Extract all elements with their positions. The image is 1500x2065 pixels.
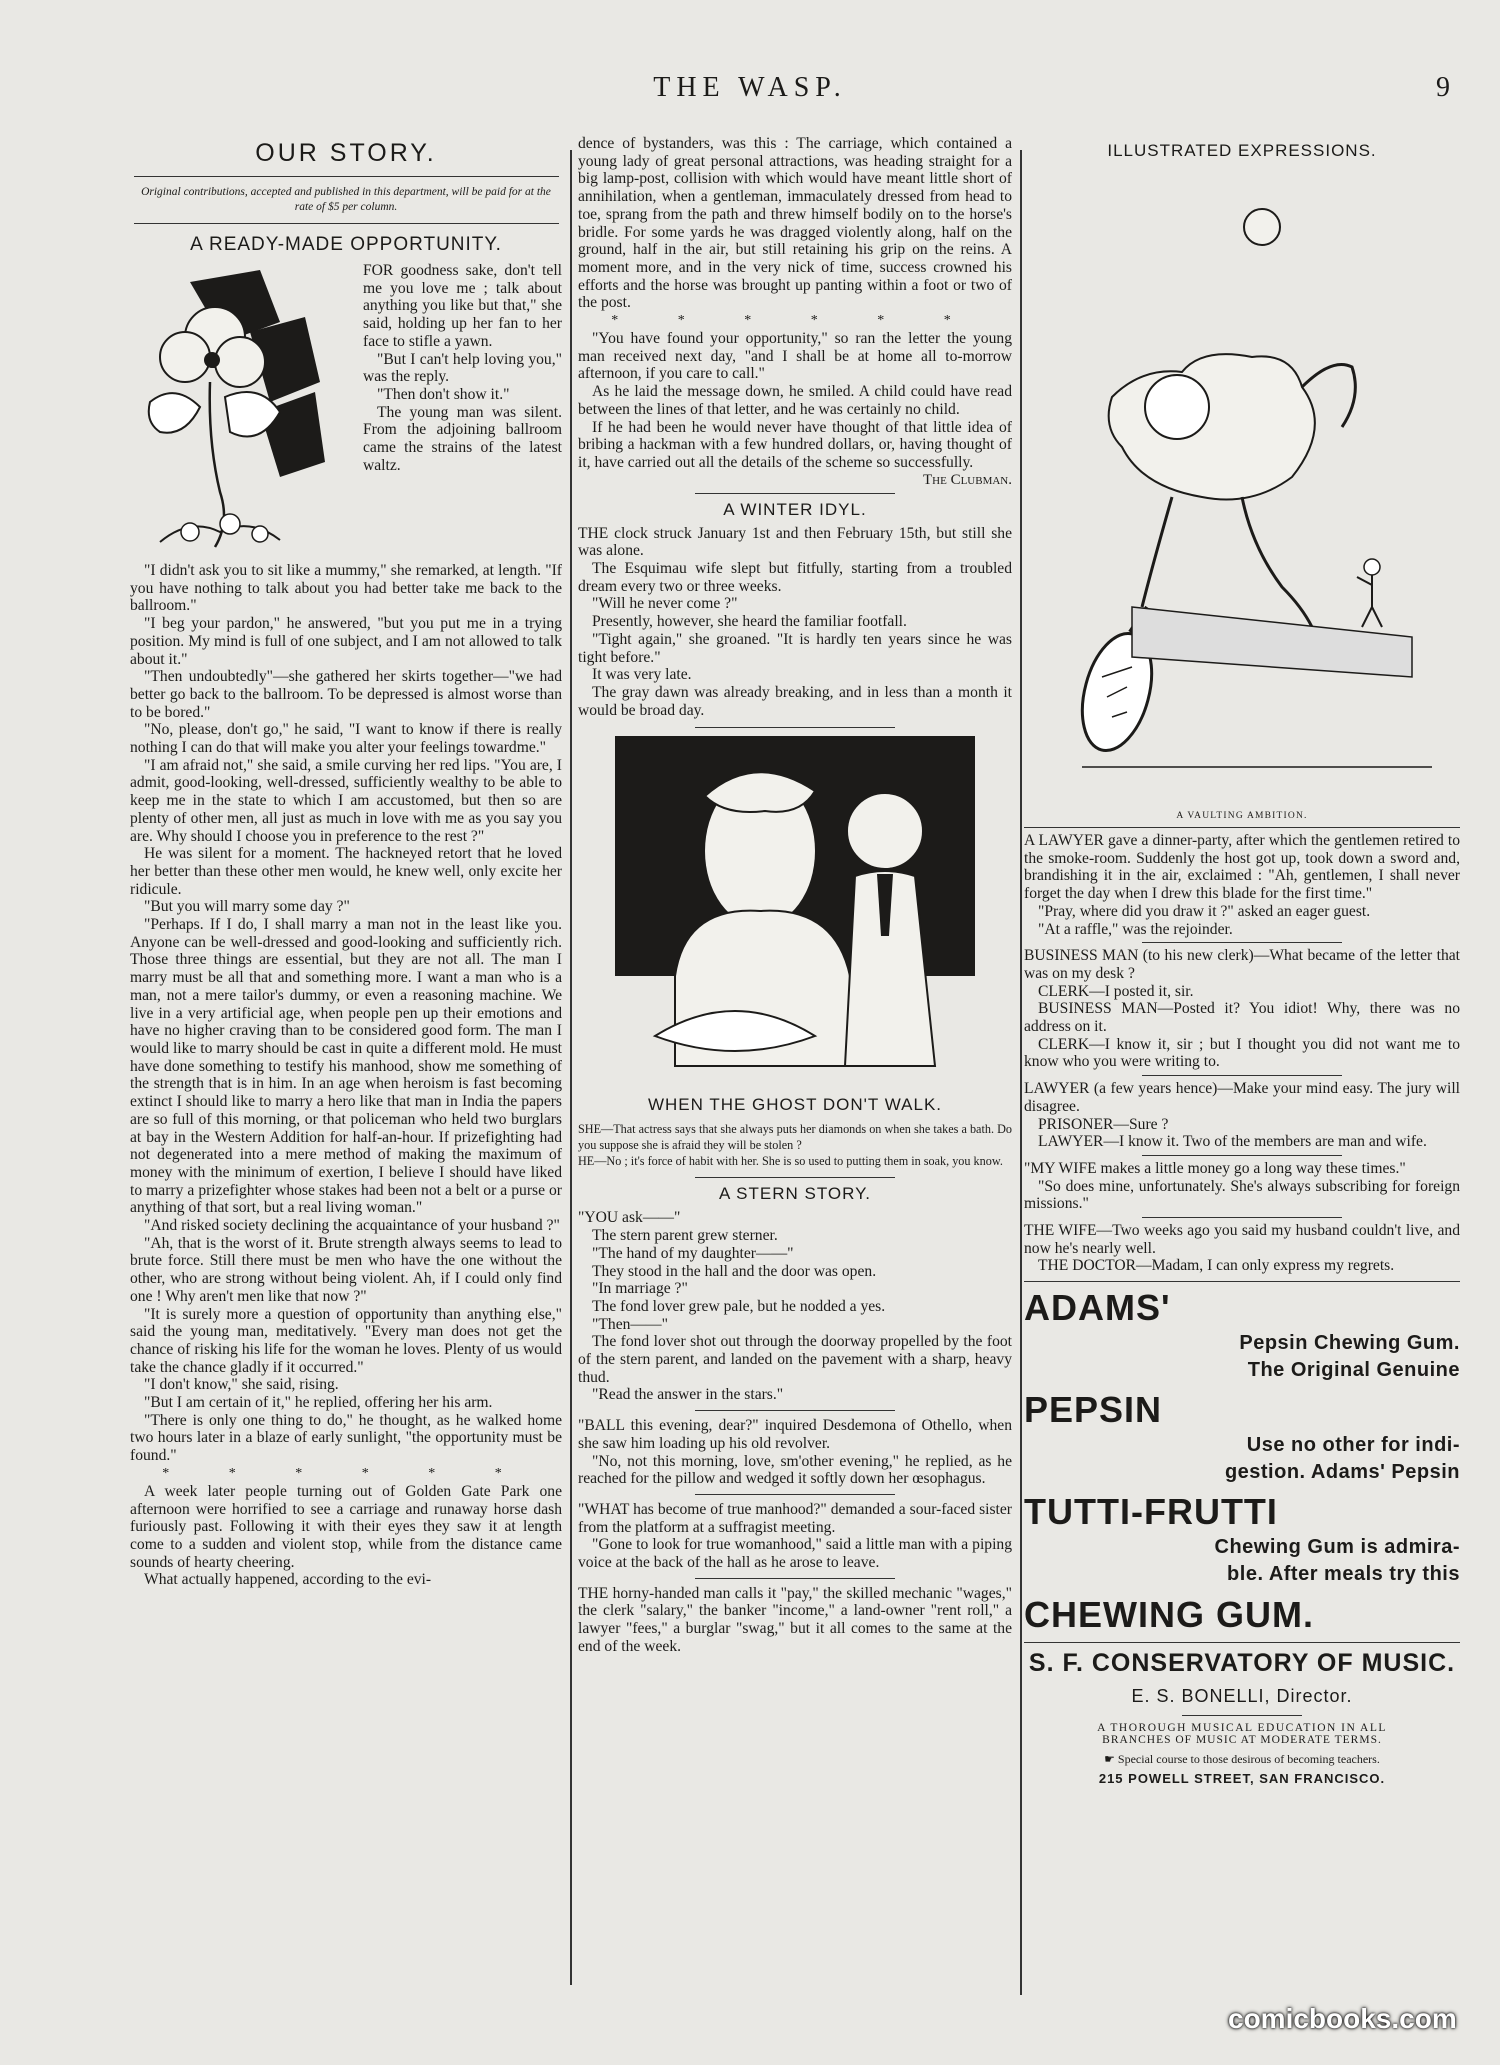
ad-tutti-frutti: TUTTI-FRUTTI xyxy=(1024,1491,1278,1533)
story-title: A READY-MADE OPPORTUNITY. xyxy=(190,234,502,255)
divider xyxy=(134,223,559,224)
business-paragraph: BUSINESS MAN (to his new clerk)—What became of the letter that was on my desk ? xyxy=(1024,947,1460,982)
story-paragraph: "I didn't ask you to sit like a mummy," she remarked, at length. "If you have nothing to talk about you had better take me back to the ballroom." xyxy=(130,562,562,615)
business-paragraph: BUSINESS MAN—Posted it? You idiot! Why, there was no address on it. xyxy=(1024,1000,1460,1036)
story-paragraph: "Then undoubtedly"—she gathered her skirts together—"we had better go back to the ballroom. To be depressed is almost worse than to be bored." xyxy=(130,668,562,721)
conservatory-advertisement xyxy=(1024,1649,1460,1786)
story-paragraph: The young man was silent. From the adjoining ballroom came the strains of the latest waltz. xyxy=(363,403,562,474)
stern-paragraph: They stood in the hall and the door was open. xyxy=(592,1262,877,1280)
masthead: THE WASP. xyxy=(653,72,847,103)
ad-line: gestion. Adams' Pepsin xyxy=(1224,1461,1460,1484)
business-paragraph: CLERK—I posted it, sir. xyxy=(1038,982,1194,1000)
stern-paragraph: "In marriage ?" xyxy=(592,1280,688,1298)
ghost-cartoon xyxy=(615,736,975,1091)
cartoon-dialogue: SHE—That actress says that she always puts her diamonds on when she takes a bath. Do you suppose she is afraid they will be stolen ? xyxy=(578,1122,1012,1153)
ad-adams: ADAMS' xyxy=(1024,1287,1171,1329)
adams-advertisement xyxy=(1024,1286,1460,1638)
stern-story-title: A STERN STORY. xyxy=(719,1184,871,1204)
business-paragraph: CLERK—I know it, sir ; but I thought you did not want me to know who you were writing to. xyxy=(1024,1035,1460,1071)
story-paragraph: "Perhaps. If I do, I shall marry a man not in the least like you. Anyone can be well-dressed and good-looking and sufficiently rich. Those three things are essential, but they are not all. The man I marry must be all that and something more. I want a man who is a man, not a mere tailor's dummy, or even a reasoning machine. We live in a very artificial age, when people pen up their emotions and have no higher craving than to be considered good form. The man I would like to marry should be cast in quite a different mold. He must have done something to testify his manhood, show me something of the strength that is in him. In an age when heroism is fast becoming extinct I should like to marry a hero like that man in India the papers are so full of this morning, or that policeman who held two burglars at bay in the Western Addition for half-an-hour. If prizefighting had not degenerated into a mere method of making the maximum of money with the minimum of exertion, I believe I should have liked to marry a prizefighter whose stakes had been not a belt or a purse or anything of that sort, but a real living woman." xyxy=(130,916,562,1217)
divider xyxy=(695,1494,895,1495)
story-paragraph: "There is only one thing to do," he thought, as he walked home two hours later in a blaze of early sunlight, "the opportunity must be found." xyxy=(130,1411,562,1465)
ad-line: Pepsin Chewing Gum. xyxy=(1239,1332,1460,1355)
story-paragraph: "But I am certain of it," he replied, offering her his arm. xyxy=(144,1394,493,1412)
winter-paragraph: Presently, however, she heard the familiar footfall. xyxy=(592,613,907,631)
stern-paragraph: "YOU ask——" xyxy=(578,1209,681,1227)
conservatory-special-text: Special course to those desirous of becoming teachers. xyxy=(1117,1752,1380,1767)
story-continuation: As he laid the message down, he smiled. A child could have read between the lines of that letter, and he was certainly no child. xyxy=(578,383,1012,418)
cartoon-caption: A VAULTING AMBITION. xyxy=(1176,811,1308,821)
divider xyxy=(1024,1642,1460,1643)
ball-paragraph: "BALL this evening, dear?" inquired Desdemona of Othello, when she saw him loading up his old revolver. xyxy=(578,1417,1012,1452)
story-paragraph: "No, please, don't go," he said, "I want to know if there is really nothing I can do that will make you alter your feelings towardme." xyxy=(130,721,562,757)
watermark: comicbooks.com xyxy=(1228,2003,1457,2034)
lawyer-paragraph: "At a raffle," was the rejoinder. xyxy=(1038,920,1233,938)
ball-paragraph: "No, not this morning, love, sm'other evening," he replied, as he reached for the pillow and wedged it softly down her œsophagus. xyxy=(578,1452,1012,1488)
story-paragraph: "But I can't help loving you," was the reply. xyxy=(363,350,562,386)
column-right xyxy=(1024,135,1460,2035)
story-paragraph: "Then don't show it." xyxy=(377,385,510,403)
pay-paragraph: THE horny-handed man calls it "pay," the skilled mechanic "wages," the clerk "salary," the banker "income," a land-owner "rent roll," a lawyer "fees," a burglar "swag," but it all comes to the same at the end of the week. xyxy=(578,1584,1012,1655)
story-paragraph: "I don't know," she said, rising. xyxy=(144,1376,339,1394)
pointing-hand-icon: ☛ xyxy=(1104,1752,1118,1767)
divider xyxy=(1142,1217,1342,1218)
doctor-paragraph: THE WIFE—Two weeks ago you said my husband couldn't live, and now he's nearly well. xyxy=(1024,1222,1460,1257)
divider xyxy=(1142,1075,1342,1076)
divider xyxy=(1142,1155,1342,1156)
cartoon-title: WHEN THE GHOST DON'T WALK. xyxy=(647,1095,943,1115)
conservatory-line: BRANCHES OF MUSIC AT MODERATE TERMS. xyxy=(1102,1734,1382,1747)
flower-illustration xyxy=(130,262,355,562)
story-signature: The Clubman. xyxy=(923,471,1012,488)
divider xyxy=(695,493,895,494)
divider xyxy=(134,176,559,177)
divider xyxy=(1182,1715,1302,1716)
section-stars: * * * * * * xyxy=(611,313,979,329)
lawyer2-paragraph: PRISONER—Sure ? xyxy=(1038,1115,1169,1133)
tennis-cartoon xyxy=(1052,167,1432,807)
story-paragraph: "But you will marry some day ?" xyxy=(144,898,350,916)
story-continuation: If he had been he would never have thought of that little idea of bribing a hackman with a few hundred dollars, or, having thought of it, have carried out all the details of the scheme so successfully. xyxy=(578,418,1012,471)
lawyer2-paragraph: LAWYER—I know it. Two of the members are man and wife. xyxy=(1038,1133,1427,1151)
divider xyxy=(1142,942,1342,943)
story-paragraph: What actually happened, according to the evi- xyxy=(144,1571,432,1589)
winter-idyl-title: A WINTER IDYL. xyxy=(723,499,867,519)
lawyer2-paragraph: LAWYER (a few years hence)—Make your mind easy. The jury will disagree. xyxy=(1024,1080,1460,1115)
ad-line: Use no other for indi- xyxy=(1246,1434,1460,1457)
doctor-paragraph: THE DOCTOR—Madam, I can only express my regrets. xyxy=(1038,1257,1395,1275)
stern-paragraph: The fond lover grew pale, but he nodded a yes. xyxy=(592,1297,886,1315)
winter-paragraph: The Esquimau wife slept but fitfully, starting from a troubled dream every two or three weeks. xyxy=(578,560,1012,595)
column-rule xyxy=(570,150,572,1985)
conservatory-line: A THOROUGH MUSICAL EDUCATION IN ALL xyxy=(1097,1722,1387,1735)
story-continuation: "You have found your opportunity," so ran the letter the young man received next day, "and I shall be at home all to-morrow afternoon, if you care to call." xyxy=(578,330,1012,383)
wife-paragraph: "So does mine, unfortunately. She's always subscribing for foreign missions." xyxy=(1024,1177,1460,1213)
story-paragraph: "And risked society declining the acquaintance of your husband ?" xyxy=(144,1217,560,1235)
story-paragraph: "I beg your pardon," he answered, "but you put me in a trying position. My mind is full of one subject, and I am not allowed to talk about it." xyxy=(130,615,562,668)
manhood-paragraph: "Gone to look for true womanhood," said a little man with a piping voice at the back of the hall as he arose to leave. xyxy=(578,1536,1012,1572)
stern-paragraph: "Read the answer in the stars." xyxy=(592,1386,784,1404)
cartoon-dialogue: HE—No ; it's force of habit with her. She is so used to putting them in soak, you know. xyxy=(578,1154,1003,1169)
ad-pepsin: PEPSIN xyxy=(1024,1389,1163,1431)
column-middle xyxy=(578,135,1012,1985)
section-title: OUR STORY. xyxy=(255,139,437,167)
divider xyxy=(695,1578,895,1579)
divider xyxy=(1024,1281,1460,1282)
ad-line: Chewing Gum is admira- xyxy=(1214,1536,1460,1559)
conservatory-name: S. F. CONSERVATORY OF MUSIC. xyxy=(1028,1649,1456,1678)
story-paragraph: "I am afraid not," she said, a smile curving her red lips. "You are, I admit, good-looking, well-dressed, sufficiently wealthy to be able to keep me in the state to which I am accustomed, but then so are plenty of other men, all just as much in love with me as you say you are. Why should I choose you in preference to the rest ?" xyxy=(130,756,562,845)
column-rule xyxy=(1020,150,1022,1995)
stern-paragraph: The stern parent grew sterner. xyxy=(592,1227,778,1245)
stern-paragraph: "Then——" xyxy=(592,1315,668,1333)
stern-paragraph: The fond lover shot out through the doorway propelled by the foot of the stern parent, and landed on the pavement with a sharp, heavy thud. xyxy=(578,1333,1012,1386)
winter-paragraph: "Will he never come ?" xyxy=(592,595,738,613)
winter-paragraph: "Tight again," she groaned. "It is hardly ten years since he was tight before." xyxy=(578,630,1012,666)
ad-line: ble. After meals try this xyxy=(1227,1563,1460,1586)
divider xyxy=(695,1410,895,1411)
wife-paragraph: "MY WIFE makes a little money go a long way these times." xyxy=(1024,1159,1406,1177)
contribution-notice: Original contributions, accepted and published in this department, will be paid for at the rate of $5 per column. xyxy=(141,186,551,213)
column-our-story xyxy=(130,135,562,1985)
stern-paragraph: "The hand of my daughter——" xyxy=(592,1244,794,1262)
conservatory-address: 215 POWELL STREET, SAN FRANCISCO. xyxy=(1098,1771,1386,1787)
story-paragraph: A week later people turning out of Golden Gate Park one afternoon were horrified to see a carriage and runaway horse dash furiously past. Following it with their eyes they saw it at length come to a sudden and violent stop, while from the distance came sounds of hearty cheering. xyxy=(130,1482,562,1571)
story-continuation: dence of bystanders, was this : The carriage, which contained a young lady of great personal attractions, was heading straight for a big lamp-post, collision with which would have meant little short of annihilation, when a gentleman, immaculately dressed from head to toe, sprang from the path and threw himself bodily on to the horse's bridle. For some yards he was dragged violently along, half on the ground, half in the air, but still retaining his grip on the reins. A moment more, and in the very nick of time, success crowned his efforts and the horse was brought up panting within a foot or two of the post. xyxy=(578,135,1012,312)
story-paragraph: FOR goodness sake, don't tell me you love me ; talk about anything you like but that," she said, holding up her fan to her face to stifle a yawn. xyxy=(363,262,562,350)
page-number: 9 xyxy=(1436,72,1450,103)
conservatory-director: E. S. BONELLI, Director. xyxy=(1131,1686,1353,1707)
divider xyxy=(1024,827,1460,828)
story-paragraph: He was silent for a moment. The hackneyed retort that he loved her better than these other men would, he knew well, only excite her ridicule. xyxy=(130,845,562,898)
winter-paragraph: The gray dawn was already breaking, and in less than a month it would be broad day. xyxy=(578,683,1012,719)
illustrated-expressions-title: ILLUSTRATED EXPRESSIONS. xyxy=(1107,141,1377,160)
story-paragraph: "It is surely more a question of opportunity than anything else," said the young man, meditatively. "Every man does not get the chance of risking his life for the woman he loves. Plenty of us would take the chance gladly if it occurred." xyxy=(130,1305,562,1376)
winter-paragraph: It was very late. xyxy=(592,666,692,684)
divider xyxy=(695,1177,895,1178)
ad-line: The Original Genuine xyxy=(1247,1359,1460,1382)
ad-chewing-gum: CHEWING GUM. xyxy=(1024,1594,1314,1636)
winter-paragraph: THE clock struck January 1st and then February 15th, but still she was alone. xyxy=(578,524,1012,560)
story-paragraph: "Ah, that is the worst of it. Brute strength always seems to lead to brute force. Still there must be men who have the one without the other, who are strong without being violent. Ah, if I could only find one ! Why aren't men like that now ?" xyxy=(130,1234,562,1305)
conservatory-special xyxy=(1024,1752,1460,1767)
lawyer-paragraph: "Pray, where did you draw it ?" asked an eager guest. xyxy=(1038,902,1371,920)
section-stars: * * * * * * xyxy=(162,1465,530,1481)
lawyer-paragraph: A LAWYER gave a dinner-party, after which the gentlemen retired to the smoke-room. Suddenly the host got up, took down a sword and, brandishing it in the air, exclaimed : "Ah, gentlemen, I shall never forget the day when I drew this blade for the first time." xyxy=(1024,832,1460,903)
manhood-paragraph: "WHAT has become of true manhood?" demanded a sour-faced sister from the platform at a suffragist meeting. xyxy=(578,1500,1012,1536)
divider xyxy=(695,727,895,728)
